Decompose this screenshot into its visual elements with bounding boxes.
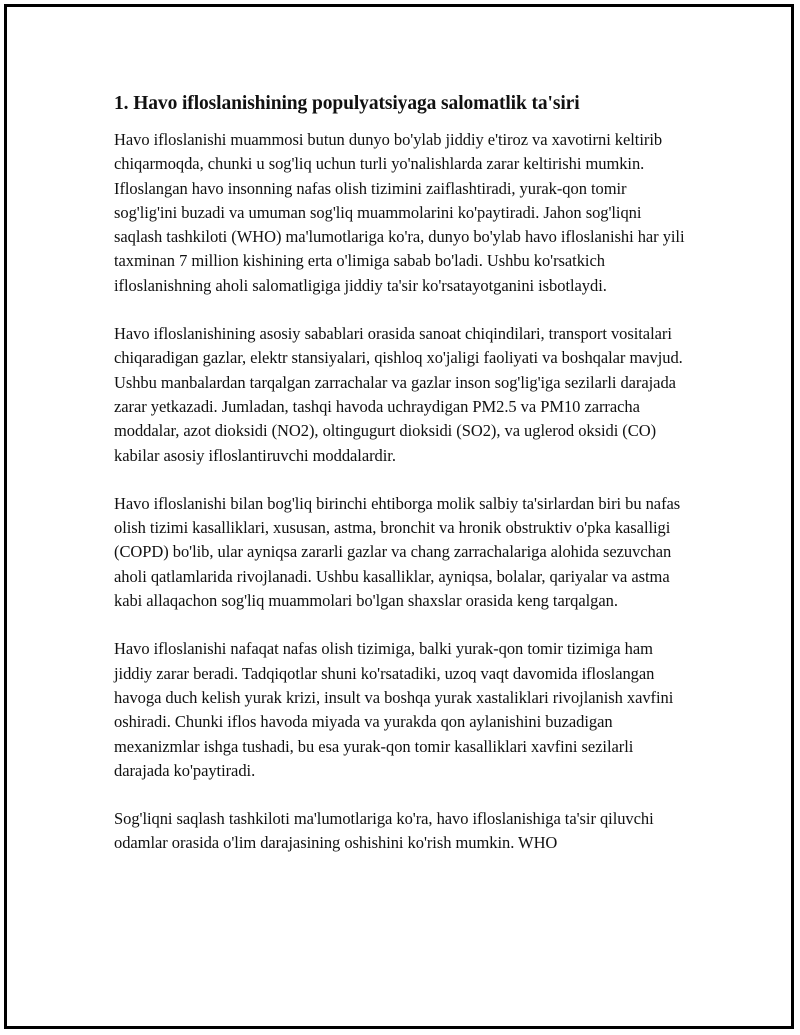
paragraph: Havo ifloslanishi nafaqat nafas olish tizimiga, balki yurak-qon tomir tizimiga ham jiddiy zarar beradi. Tadqiqotlar shuni ko'rsatadiki, uzoq vaqt davomida ifloslangan havoga duch kelish yurak krizi, insult va boshqa yurak xastaliklari rivojlanish xavfini oshiradi. Chunki iflos havoda miyada va yurakda qon aylanishini buzadigan mexanizmlar ishga tushadi, bu esa yurak-qon tomir kasalliklari xavfini sezilarli darajada ko'paytiradi. — [114, 639, 674, 780]
document-body — [114, 92, 686, 880]
paragraph: Havo ifloslanishi muammosi butun dunyo bo'ylab jiddiy e'tiroz va xavotirni keltirib chiqarmoqda, chunki u sog'liq uchun turli yo'nalishlarda zarar keltirishi mumkin. Ifloslangan havo insonning nafas olish tizimini zaiflashtiradi, yurak-qon tomir sog'lig'ini buzadi va umuman sog'liq muammolarini ko'paytiradi. Jahon sog'liqni saqlash tashkiloti (WHO) ma'lumotlariga ko'ra, dunyo bo'ylab havo ifloslanishi har yili taxminan 7 million kishining erta o'limiga sabab bo'ladi. Ushbu ko'rsatkich ifloslanishning aholi salomatligiga jiddiy ta'sir ko'rsatayotganini isbotlaydi. — [114, 130, 685, 295]
paragraph: Sog'liqni saqlash tashkiloti ma'lumotlariga ko'ra, havo ifloslanishiga ta'sir qiluvchi odamlar orasida o'lim darajasining oshishini ko'rish mumkin. WHO — [114, 809, 654, 853]
section-heading: 1. Havo ifloslanishining populyatsiyaga salomatlik ta'siri — [114, 93, 580, 114]
paragraph: Havo ifloslanishining asosiy sabablari orasida sanoat chiqindilari, transport vositalari chiqaradigan gazlar, elektr stansiyalari, qishloq xo'jaligi faoliyati va boshqalar mavjud. Ushbu manbalardan tarqalgan zarrachalar va gazlar inson sog'lig'iga sezilarli darajada zarar yetkazadi. Jumladan, tashqi havoda uchraydigan PM2.5 va PM10 zarracha moddalar, azot dioksidi (NO2), oltingugurt dioksidi (SO2), va uglerod oksidi (CO) kabilar asosiy ifloslantiruvchi moddalardir. — [114, 324, 683, 465]
paragraph: Havo ifloslanishi bilan bog'liq birinchi ehtiborga molik salbiy ta'sirlardan biri bu nafas olish tizimi kasalliklari, xususan, astma, bronchit va hronik obstruktiv o'pka kasalligi (COPD) bo'lib, ular ayniqsa zararli gazlar va chang zarrachalariga alohida sezuvchan aholi qatlamlarida rivojlanadi. Ushbu kasalliklar, ayniqsa, bolalar, qariyalar va astma kabi allaqachon sog'liq muammolari bo'lgan shaxslar orasida keng tarqalgan. — [114, 493, 681, 611]
